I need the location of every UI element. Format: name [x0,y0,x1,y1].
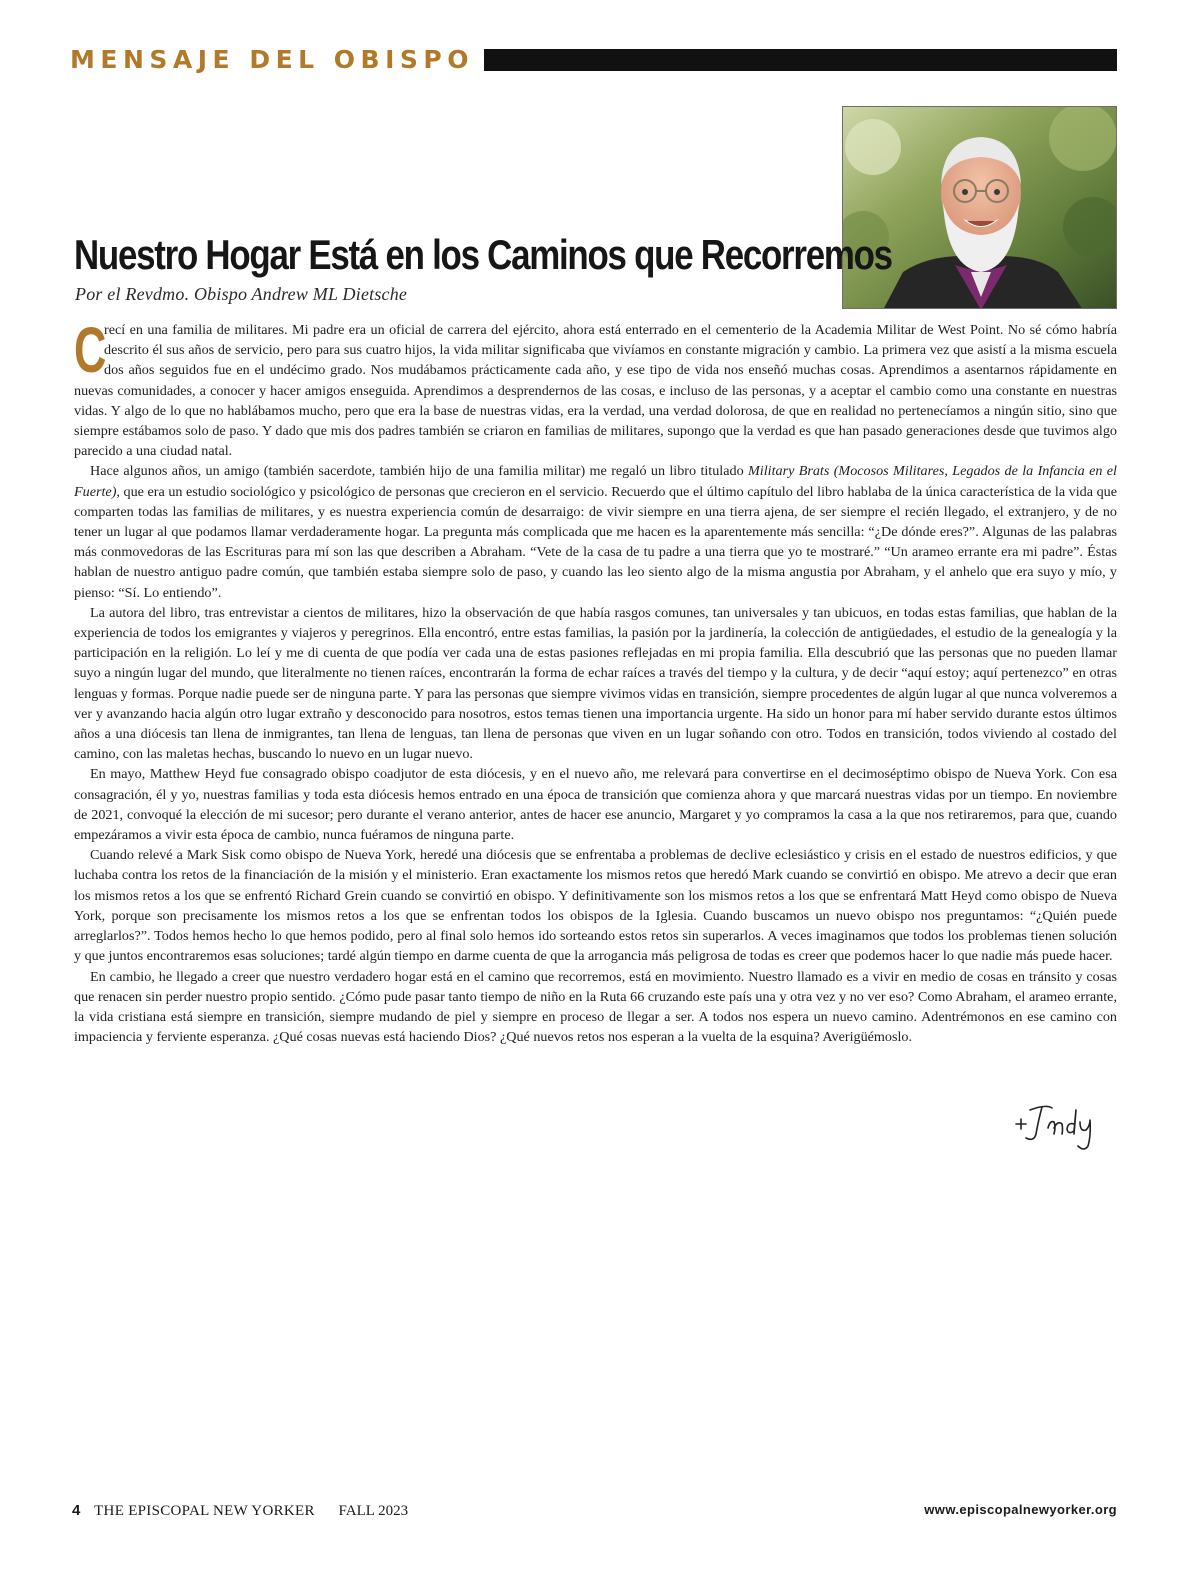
page-number: 4 [72,1502,81,1519]
article-paragraph [74,314,1117,461]
article-paragraph: En mayo, Matthew Heyd fue consagrado obispo coadjutor de esta diócesis, y en el nuevo año, me relevará para convertirse en el decimoséptimo obispo de Nueva York. Con esa consagración, él y yo, nuestras familias y toda esta diócesis hemos entrado en una época de transición que comienza ahora y que marcará nuestras vidas por un tiempo. En noviembre de 2021, convoqué la elección de mi sucesor; pero durante el verano anterior, antes de hacer ese anuncio, Margaret y yo compramos la casa a la que nos retiraremos, para que, cuando empezáramos a vivir esta época de cambio, nunca fuéramos de ninguna parte. [74,766,1117,844]
section-header [70,46,1117,74]
paragraph-text: recí en una familia de militares. Mi padre era un oficial de carrera del ejército, ahora está enterrado en el cementerio de la Academia Militar de West Point. No sé cómo habría descrito él sus años de servicio, pero para sus cuatro hijos, la vida militar significaba que vivíamos en constante migración y cambio. La primera vez que asistí a la misma escuela dos años seguidos fue en el undécimo grado. Nos mudábamos prácticamente cada año, y ese tipo de vida nos enseñó muchas cosas. Aprendimos a asentarnos rápidamente en nuevas comunidades, a conocer y hacer amigos enseguida. Aprendimos a desprendernos de las cosas, e incluso de las personas, y a aceptar el cambio como una constante en nuestras vidas. Y algo de lo que no hablábamos mucho, pero que era la base de nuestras vidas, era la verdad, una verdad dolorosa, de que en realidad no pertenecíamos a ningún sitio, sino que siempre estábamos solo de paso. Y dado que mis dos padres también se criaron en familias de militares, supongo que la verdad es que han pasado generaciones desde que tuvimos algo parecido a una ciudad natal. [74,322,1117,460]
article-paragraph: La autora del libro, tras entrevistar a cientos de militares, hizo la observación de que había rasgos comunes, tan universales y tan ubicuos, en todas estas familias, que hablan de la experiencia de todos los emigrantes y viajeros y peregrinos. Ella encontró, entre estas familias, la pasión por la jardinería, la colección de antigüedades, el estudio de la genealogía y la participación en la religión. Lo leí y me di cuenta de que podía ver cada una de estas pasiones reflejadas en mi propia familia. Ella descubrió que las personas que no pueden llamar suyo a ningún lugar del mundo, que literalmente no tienen raíces, encontrarán la forma de echar raíces a través del tiempo y la cultura, y de decir “aquí estoy; aquí pertenezco” en otras lenguas y formas. Porque nadie puede ser de ninguna parte. Y para las personas que siempre vivimos vidas en transición, siempre procedentes de algún lugar al que nunca volveremos a ver y avanzando hacia algún otro lugar extraño y desconocido para nosotros, estos temas tienen una importancia urgente. Ha sido un honor para mí haber servido durante estos últimos años a una diócesis tan llena de inmigrantes, tan llena de lenguas, tan llena de personas que viven en un lugar soñando con otro. Todos en transición, todos viviendo al costado del camino, con las maletas hechas, buscando lo nuevo en un lugar nuevo. [74,604,1117,763]
footer-website-link[interactable]: www.episcopalnewyorker.org [924,1502,1117,1517]
book-title: Military Brats (Mocosos Militares, Legados de la Infancia en el Fuerte) [74,463,1117,500]
article-byline: Por el Revdmo. Obispo Andrew ML Dietsche [75,284,408,304]
signature-image [1012,1102,1104,1152]
drop-cap: C [74,314,107,386]
article-title: Nuestro Hogar Está en los Caminos que Recorremos [74,231,892,278]
section-label: MENSAJE DEL OBISPO [70,45,474,74]
publication-name: THE EPISCOPAL NEW YORKER [94,1503,315,1519]
footer-publication [72,1502,408,1520]
article-body [74,314,1117,1047]
section-rule [484,49,1117,71]
paragraph-text: , que era un estudio sociológico y psicológico de personas que crecieron en el servicio. Recuerdo que el último capítulo del libro hablaba de la única característica de la vida que comparten todas las familias de militares, y es nuestra experiencia común de desarraigo: de vivir siempre en una tierra ajena, de ser siempre el recién llegado, el extranjero, y de no tener un lugar al que podamos llamar verdaderamente hogar. La pregunta más complicada que me hacen es la aparentemente más sencilla: “¿De dónde eres?”. Algunas de las palabras más conmovedoras de las Escrituras para mí son las que describen a Abraham. “Vete de la casa de tu padre a una tierra que yo te mostraré.” “Un arameo errante era mi padre”. Éstas hablan de nuestro antiguo padre común, que también estaba siempre solo de paso, y cuando las leo siento algo de la misma angustia por Abraham, y el anhelo que era suyo y mío, y pienso: “Sí. Lo entiendo”. [74,483,1117,601]
article-paragraph [74,461,1117,602]
article-paragraph: Cuando relevé a Mark Sisk como obispo de Nueva York, heredé una diócesis que se enfrentaba a problemas de declive eclesiástico y crisis en el estado de nuestros edificios, y que luchaba contra los retos de la financiación de la misión y el ministerio. Eran exactamente los mismos retos que heredó Mark cuando se convirtió en obispo. Me atrevo a decir que eran los mismos retos a los que se enfrentó Richard Grein cuando se convirtió en obispo. Y definitivamente son los mismos retos a los que se enfrentará Matt Heyd como obispo de Nueva York, porque son precisamente los mismos retos a los que se enfrentan todos los obispos de la Iglesia. Cuando buscamos un nuevo obispo nos preguntamos: “¿Quién puede arreglarlos?”. Todos hemos hecho lo que hemos podido, pero al final solo hemos ido sorteando estos retos sin superarlos. A veces imaginamos que todos los problemas tienen solución y que juntos encontraremos esas soluciones; tardé algún tiempo en darme cuenta de que la arrogancia más peligrosa de todas es creer que podemos hacer lo que nadie más puede hacer. [74,847,1117,965]
issue-label: FALL 2023 [338,1503,409,1519]
article-paragraph: En cambio, he llegado a creer que nuestro verdadero hogar está en el camino que recorremos, está en movimiento. Nuestro llamado es a vivir en medio de cosas en tránsito y cosas que renacen sin perder nuestro propio sentido. ¿Cómo pude pasar tanto tiempo de niño en la Ruta 66 cruzando este país una y otra vez y no ver eso? Como Abraham, el arameo errante, la vida cristiana está siempre en transición, siempre mudando de piel y siempre en proceso de llegar a ser. A todos nos espera un nuevo camino. Adentrémonos en ese camino con impaciencia y ferviente esperanza. ¿Qué cosas nuevas está haciendo Dios? ¿Qué nuevos retos nos esperan a la vuelta de la esquina? Averigüémoslo. [74,968,1117,1046]
paragraph-text: Hace algunos años, un amigo (también sacerdote, también hijo de una familia militar) me regaló un libro titulado [90,463,748,480]
